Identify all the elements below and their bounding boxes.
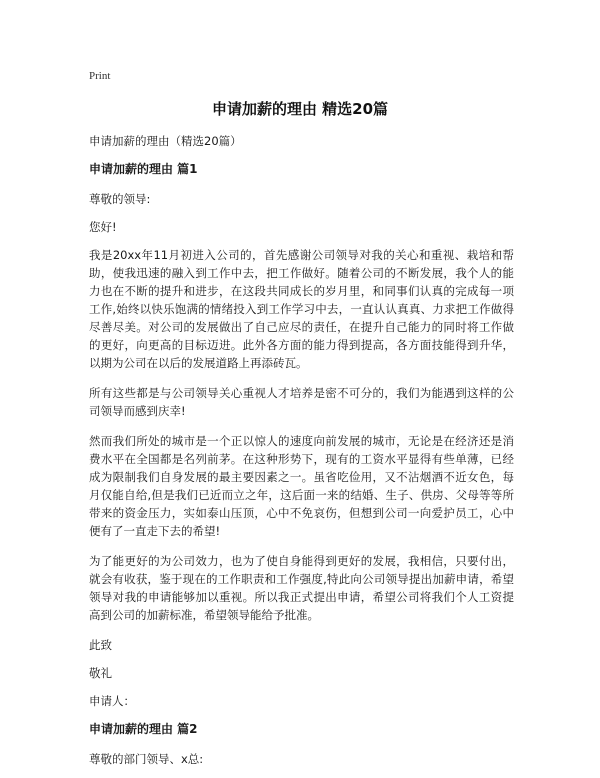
body-paragraph-4: 为了能更好的为公司效力，也为了使自身能得到更好的发展，我相信，只要付出，就会有收获，鉴于现在的工作职责和工作强度,特此向公司领导提出加薪申请，希望领导对我的申请能够加以重视。所以我正式提出申请，希望公司将我们个人工资提高到公司的加薪标准，希望领导能给予批准。 [89, 554, 514, 622]
section-heading-2: 申请加薪的理由 篇2 [89, 722, 198, 736]
salutation: 尊敬的领导: [89, 192, 151, 206]
print-label: Print [89, 70, 111, 82]
body-paragraph-1: 我是20xx年11月初进入公司的，首先感谢公司领导对我的关心和重视、栽培和帮助，使我迅速的融入到工作中去，把工作做好。随着公司的不断发展，我个人的能力也在不断的提升和进步，在这段共同成长的岁月里，和同事们认真的完成每一项工作,始终以快乐饱满的情绪投入到工作学习中去，一直认认真真、力求把工作做得尽善尽美。对公司的发展做出了自己应尽的责任，在提升自己能力的同时将工作做的更好，向更高的目标迈进。此外各方面的能力得到提高，各方面技能得到升华，以期为公司在以后的发展道路上再添砖瓦。 [89, 248, 514, 370]
signature-line: 申请人： [89, 694, 135, 708]
section-heading-1: 申请加薪的理由 篇1 [89, 162, 198, 176]
body-paragraph-2: 所有这些都是与公司领导关心重视人才培养是密不可分的，我们为能遇到这样的公司领导而感到庆幸! [89, 386, 514, 418]
subtitle: 申请加薪的理由（精选20篇） [89, 134, 242, 148]
greeting: 您好! [89, 220, 117, 234]
body-paragraph-3: 然而我们所处的城市是一个正以惊人的速度向前发展的城市，无论是在经济还是消费水平在全国都是名列前茅。在这种形势下，现有的工资水平显得有些单薄，已经成为限制我们自身发展的最主要因素之一。虽省吃俭用，又不沾烟酒不近女色，每月仅能自给,但是我们已近而立之年，这后面一来的结婚、生子、供房、父母等等所带来的资金压力，实如泰山压顶，心中不免哀伤，但想到公司一向爱护员工，心中便有了一直走下去的希望! [89, 434, 514, 538]
page-title: 申请加薪的理由 精选20篇 [211, 100, 389, 118]
closing-line-1: 此致 [89, 638, 112, 652]
closing-line-2: 敬礼 [89, 666, 112, 680]
document-body [89, 132, 514, 778]
salutation-2: 尊敬的部门领导、x总: [89, 752, 204, 766]
